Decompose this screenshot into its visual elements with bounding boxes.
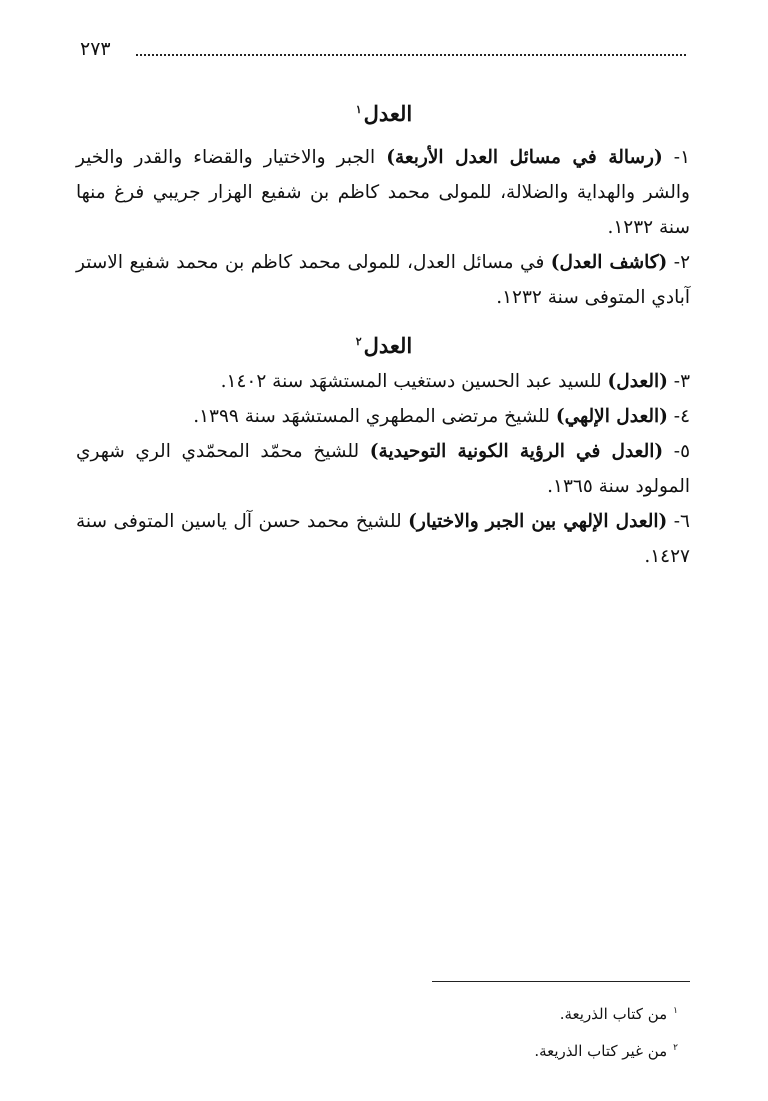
- entry-title: (رسالة في مسائل العدل الأربعة): [386, 147, 663, 168]
- section-title-2: [0, 328, 768, 360]
- entry-number: ١-: [673, 147, 690, 168]
- section-title-1: [0, 96, 768, 128]
- entry-title: (العدل): [607, 371, 668, 392]
- entry-text: للشيخ مرتضى المطهري المستشهَد سنة ١٣٩٩.: [193, 406, 556, 427]
- section-2-entries: [76, 364, 690, 574]
- entry-title: (العدل الإلهي): [555, 406, 668, 427]
- entry-item: [76, 245, 690, 315]
- entry-item: [76, 140, 690, 245]
- entry-text: للشيخ محمد حسن آل ياسين المتوفى سنة ١٤٢٧.: [76, 511, 690, 567]
- page-number: ٢٧٣: [80, 38, 111, 60]
- footnote-2: [378, 1031, 678, 1068]
- entry-text: للسيد عبد الحسين دستغيب المستشهَد سنة ١٤٠٢.: [220, 371, 608, 392]
- entry-number: ٢-: [673, 252, 690, 273]
- section-1-entries: [76, 140, 690, 315]
- entry-number: ٤-: [673, 406, 690, 427]
- footnote-text: من كتاب الذريعة.: [559, 1005, 668, 1023]
- entry-item: [76, 399, 690, 434]
- entry-number: ٦-: [673, 511, 690, 532]
- footnote-marker: ٢: [355, 335, 362, 348]
- entry-item: [76, 364, 690, 399]
- entry-text: في مسائل العدل، للمولى محمد كاظم بن محمد شفيع الاستر آبادي المتوفى سنة ١٢٣٢.: [76, 252, 690, 308]
- footnote-1: [378, 994, 678, 1031]
- footnote-marker: ١: [355, 103, 362, 116]
- footnotes: [378, 994, 678, 1068]
- entry-item: [76, 504, 690, 574]
- entry-text: للشيخ محمّد المحمّدي الري شهري المولود سنة ١٣٦٥.: [76, 441, 690, 497]
- entry-text: الجبر والاختيار والقضاء والقدر والخير والشر والهداية والضلالة، للمولى محمد كاظم بن شفيع الهزار جريبي فرغ منها سنة ١٢٣٢.: [76, 147, 690, 238]
- entry-title: (العدل الإلهي بين الجبر والاختيار): [408, 511, 668, 532]
- running-header: [80, 38, 686, 66]
- entry-number: ٣-: [673, 371, 690, 392]
- entry-title: (كاشف العدل): [550, 252, 668, 273]
- footnote-separator: [432, 981, 690, 982]
- footnote-marker: ١: [673, 1006, 678, 1016]
- section-title-text: العدل: [363, 333, 413, 358]
- entry-item: [76, 434, 690, 504]
- footnote-text: من غير كتاب الذريعة.: [534, 1042, 668, 1060]
- header-dotted-rule: [136, 54, 686, 56]
- footnote-marker: ٢: [673, 1043, 678, 1053]
- entry-title: (العدل في الرؤية الكونية التوحيدية): [369, 441, 664, 462]
- entry-number: ٥-: [673, 441, 690, 462]
- section-title-text: العدل: [363, 101, 413, 126]
